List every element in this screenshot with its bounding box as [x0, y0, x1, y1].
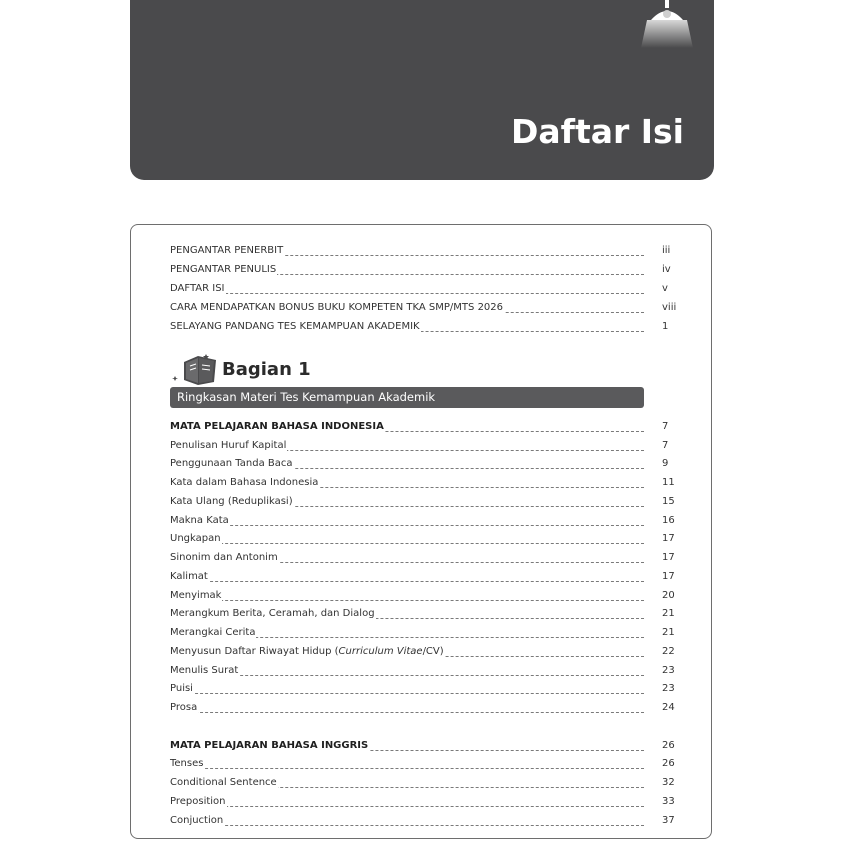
toc-entry-page: 23	[662, 683, 675, 694]
toc-entry-page: 32	[662, 777, 675, 788]
toc-entry-label-suffix: /CV)	[422, 646, 444, 657]
toc-entry[interactable]	[170, 569, 690, 587]
toc-entry[interactable]	[170, 319, 690, 337]
book-icon	[170, 352, 218, 386]
leader-dots	[170, 675, 644, 676]
toc-entry-label: Menulis Surat	[170, 665, 239, 676]
toc-entry[interactable]	[170, 606, 690, 624]
toc-entry[interactable]	[170, 794, 690, 812]
toc-entry-label: Merangkai Cerita	[170, 627, 256, 638]
toc-entry[interactable]	[170, 300, 690, 318]
toc-entry[interactable]	[170, 663, 690, 681]
toc-entry-page: 20	[662, 590, 675, 601]
toc-entry[interactable]	[170, 644, 690, 662]
toc-subject-heading[interactable]	[170, 738, 690, 756]
toc-entry-page: iv	[662, 264, 671, 275]
section-subtitle-bar	[170, 387, 644, 408]
toc-entry-label: Menyimak	[170, 590, 222, 601]
toc-entry-label: MATA PELAJARAN BAHASA INDONESIA	[170, 421, 384, 432]
leader-dots	[170, 600, 644, 601]
toc-entry-page: 26	[662, 758, 675, 769]
toc-entry-page: 26	[662, 740, 675, 751]
toc-entry-label: Conjuction	[170, 815, 224, 826]
toc-entry-page: viii	[662, 302, 677, 313]
toc-entry-page: 11	[662, 477, 675, 488]
toc-entry-label: Kata Ulang (Reduplikasi)	[170, 496, 293, 507]
toc-entry-label: PENGANTAR PENERBIT	[170, 245, 284, 256]
leader-dots	[170, 806, 644, 807]
toc-entry[interactable]	[170, 494, 690, 512]
toc-entry-label: Sinonim dan Antonim	[170, 552, 278, 563]
toc-entry[interactable]	[170, 531, 690, 549]
toc-entry[interactable]	[170, 700, 690, 718]
leader-dots	[170, 712, 644, 713]
section-subtitle: Ringkasan Materi Tes Kemampuan Akademik	[177, 390, 436, 404]
toc-entry-label: Ungkapan	[170, 533, 221, 544]
toc-entry[interactable]	[170, 775, 690, 793]
leader-dots	[170, 581, 644, 582]
leader-dots	[170, 768, 644, 769]
toc-entry-page: 1	[662, 321, 669, 332]
leader-dots	[170, 693, 644, 694]
toc-entry-label: Penggunaan Tanda Baca	[170, 458, 293, 469]
toc-entry-page: 17	[662, 533, 675, 544]
toc-entry-page: 37	[662, 815, 675, 826]
toc-entry-page: 15	[662, 496, 675, 507]
toc-entry-label	[170, 646, 445, 657]
header-banner	[130, 0, 714, 180]
toc-entry-label: Prosa	[170, 702, 198, 713]
toc-entry[interactable]	[170, 625, 690, 643]
leader-dots	[170, 543, 644, 544]
toc-entry[interactable]	[170, 262, 690, 280]
toc-entry-label: CARA MENDAPATKAN BONUS BUKU KOMPETEN TKA SMP/MTS 2026	[170, 302, 504, 313]
section-heading	[170, 352, 370, 386]
toc-entry-label: Penulisan Huruf Kapital	[170, 440, 287, 451]
toc-entry[interactable]	[170, 681, 690, 699]
toc-entry[interactable]	[170, 243, 690, 261]
toc-entry-label-prefix: Menyusun Daftar Riwayat Hidup (	[170, 646, 339, 657]
toc-entry-label-italic: Curriculum Vitae	[338, 646, 423, 657]
toc-entry[interactable]	[170, 513, 690, 531]
toc-entry-page: 17	[662, 552, 675, 563]
toc-entry-page: 7	[662, 440, 669, 451]
leader-dots	[170, 293, 644, 294]
toc-entry[interactable]	[170, 756, 690, 774]
toc-entry[interactable]	[170, 438, 690, 456]
lamp-icon	[639, 0, 695, 48]
toc-entry-label: Puisi	[170, 683, 193, 694]
toc-entry[interactable]	[170, 475, 690, 493]
toc-entry-page: 7	[662, 421, 669, 432]
toc-entry-page: 22	[662, 646, 675, 657]
toc-entry-label: SELAYANG PANDANG TES KEMAMPUAN AKADEMIK	[170, 321, 420, 332]
toc-entry-page: 23	[662, 665, 675, 676]
toc-entry-page: 24	[662, 702, 675, 713]
leader-dots	[170, 825, 644, 826]
page-title: Daftar Isi	[510, 112, 684, 151]
toc-entry-label: Kalimat	[170, 571, 208, 582]
toc-entry-label: Makna Kata	[170, 515, 229, 526]
toc-entry-page: 33	[662, 796, 675, 807]
toc-entry-label: MATA PELAJARAN BAHASA INGGRIS	[170, 740, 369, 751]
toc-entry-label: PENGANTAR PENULIS	[170, 264, 277, 275]
toc-entry-page: 21	[662, 627, 675, 638]
toc-entry-label: DAFTAR ISI	[170, 283, 225, 294]
toc-entry-page: 21	[662, 608, 675, 619]
toc-entry-label: Tenses	[170, 758, 204, 769]
toc-entry-page: 9	[662, 458, 669, 469]
toc-entry-page: 16	[662, 515, 675, 526]
toc-subject-heading[interactable]	[170, 419, 690, 437]
toc-entry-page: v	[662, 283, 668, 294]
toc-entry[interactable]	[170, 550, 690, 568]
toc-entry-label: Conditional Sentence	[170, 777, 277, 788]
toc-entry[interactable]	[170, 813, 690, 831]
toc-entry[interactable]	[170, 281, 690, 299]
toc-entry[interactable]	[170, 456, 690, 474]
leader-dots	[170, 525, 644, 526]
toc-entry-label: Kata dalam Bahasa Indonesia	[170, 477, 319, 488]
toc-entry[interactable]	[170, 588, 690, 606]
toc-entry-label: Merangkum Berita, Ceramah, dan Dialog	[170, 608, 375, 619]
toc-entry-label: Preposition	[170, 796, 226, 807]
section-title: Bagian 1	[222, 359, 311, 380]
toc-entry-page: 17	[662, 571, 675, 582]
toc-entry-page: iii	[662, 245, 671, 256]
